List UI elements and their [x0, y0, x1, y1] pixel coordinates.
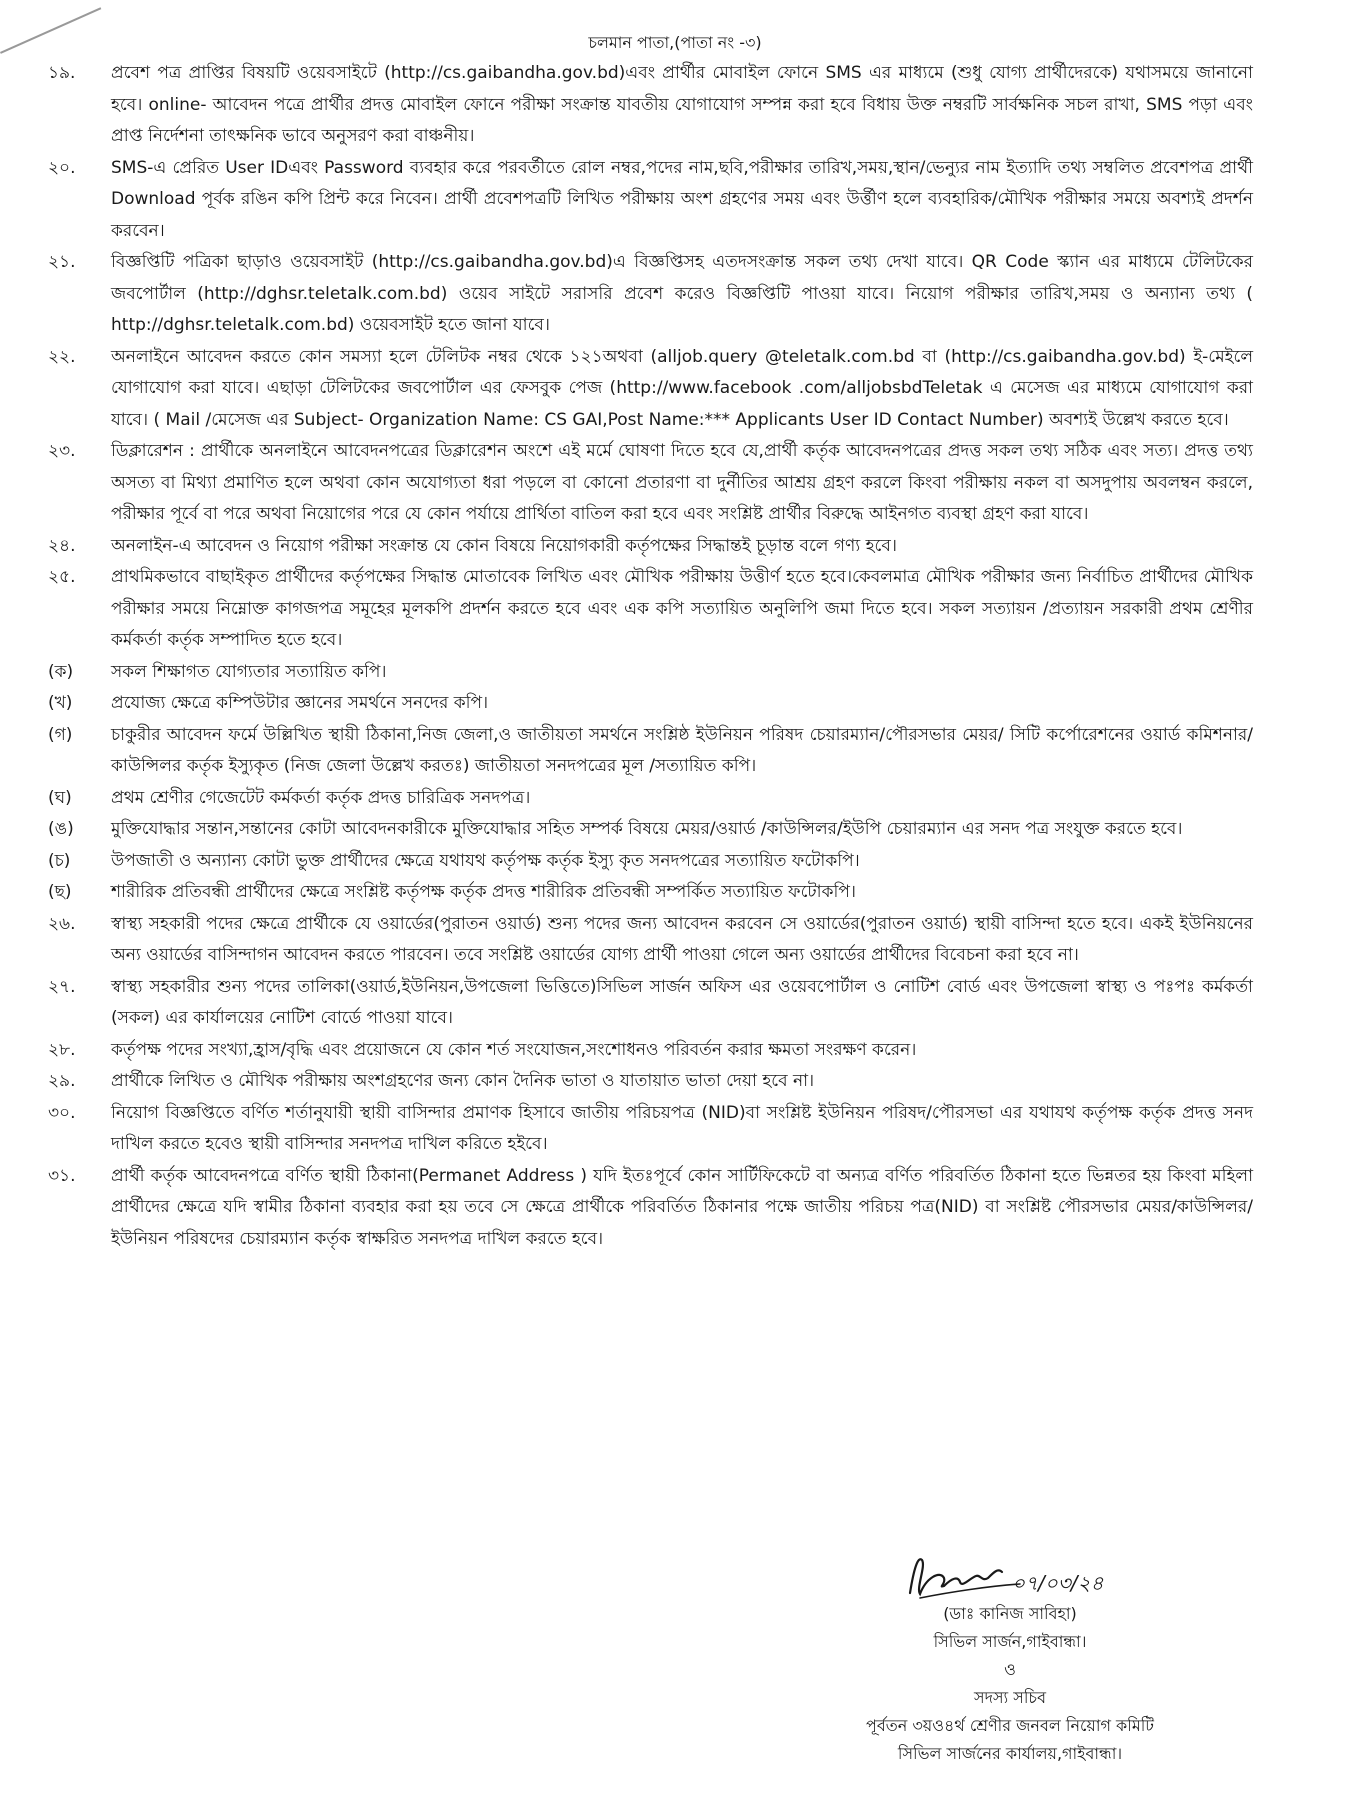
notice-item-21: [48, 247, 1253, 342]
signatory-role: সদস্য সচিব: [974, 1688, 1046, 1707]
notice-subitem-kha: [48, 688, 1253, 720]
item-text: প্রার্থী কর্তৃক আবেদনপত্রে বর্ণিত স্থায়ী ঠিকানা(Permanet Address ) যদি ইতঃপূর্বে কোন সার্টিফিকেটে বা অন্যত্র বর্ণিত পরিবর্তিত ঠিকানা হতে ভিন্নতর হয় কিংবা মহিলা প্রার্থীদের ক্ষেত্রে যদি স্বামীর ঠিকানা ব্যবহার করা হয় তবে সে ক্ষেত্রে প্রার্থীকে পরিবর্তিত ঠিকানার পক্ষে জাতীয় পরিচয় পত্র(NID) বা সংশ্লিষ্ট পৌরসভার মেয়র/কাউন্সিলর/ইউনিয়ন পরিষদের চেয়ারম্যান কর্তৃক স্বাক্ষরিত সনদপত্র দাখিল করতে হবে।: [111, 1165, 1253, 1249]
item-text: প্রথম শ্রেণীর গেজেটেট কর্মকর্তা কর্তৃক প্রদত্ত চারিত্রিক সনদপত্র।: [111, 787, 531, 808]
notice-item-27: [48, 972, 1253, 1035]
notice-item-28: [48, 1035, 1253, 1067]
item-number: (গ): [48, 724, 73, 745]
item-number: (ছ): [48, 882, 72, 902]
notice-item-31: [48, 1161, 1253, 1256]
item-text: প্রার্থীকে লিখিত ও মৌখিক পরীক্ষায় অংশগ্রহণের জন্য কোন দৈনিক ভাতা ও যাতায়াত ভাতা দেয়া হবে না।: [111, 1071, 815, 1091]
item-text: মুক্তিযোদ্ধার সন্তান,সন্তানের কোটা আবেদনকারীকে মুক্তিযোদ্ধার সহিত সম্পর্ক বিষয়ে মেয়র/ওয়ার্ড /কাউন্সিলর/ইউপি চেয়ারম্যান এর সনদ পত্র সংযুক্ত করতে হবে।: [111, 819, 1183, 839]
notice-subitem-gha: [48, 783, 1253, 815]
notice-item-26: [48, 909, 1253, 972]
committee-name: পূর্বতন ৩য়ও৪র্থ শ্রেণীর জনবল নিয়োগ কমিটি: [865, 1716, 1155, 1735]
signature-date: ০৭/০৩/২৪: [1012, 1571, 1104, 1595]
item-text: অনলাইন-এ আবেদন ও নিয়োগ পরীক্ষা সংক্রান্ত যে কোন বিষয়ে নিয়োগকারী কর্তৃপক্ষের সিদ্ধান্তই চূড়ান্ত বলে গণ্য হবে।: [111, 535, 897, 556]
item-text: SMS-এ প্রেরিত User IDএবং Password ব্যবহার করে পরবর্তীতে রোল নম্বর,পদের নাম,ছবি,পরীক্ষার তারিখ,সময়,স্থান/ভেন্যুর নাম ইত্যাদি তথ্য সম্বলিত প্রবেশপত্র প্রার্থী Download পূর্বক রঙিন কপি প্রিন্ট করে নিবেন। প্রার্থী প্রবেশপত্রটি লিখিত পরীক্ষায় অংশ গ্রহণের সময় এবং উর্ত্তীণ হলে ব্যবহারিক/মৌখিক পরীক্ষার সময়ে অবশ্যই প্রদর্শন করবেন।: [111, 157, 1253, 241]
item-number: ২৯.: [48, 1071, 76, 1091]
item-number: ৩০.: [48, 1102, 76, 1123]
notice-subitem-cha: [48, 846, 1253, 878]
item-text: প্রবেশ পত্র প্রাপ্তির বিষয়টি ওয়েবসাইটে (http://cs.gaibandha.gov.bd)এবং প্রার্থীর মোবাইল ফোনে SMS এর মাধ্যমে (শুধু যোগ্য প্রার্থীদেরকে) যথাসময়ে জানানো হবে। online- আবেদন পত্রে প্রার্থীর প্রদত্ত মোবাইল ফোনে পরীক্ষা সংক্রান্ত যাবতীয় যোগাযোগ সম্পন্ন করা হবে বিধায় উক্ত নম্বরটি সার্বক্ষনিক সচল রাখা, SMS পড়া এবং প্রাপ্ত নির্দেশনা তাৎক্ষনিক ভাবে অনুসরণ করা বাঞ্চনীয়।: [111, 63, 1253, 146]
notice-item-24: [48, 531, 1253, 563]
item-text: সকল শিক্ষাগত যোগ্যতার সত্যায়িত কপি।: [111, 661, 387, 682]
page-header: চলমান পাতা,(পাতা নং -৩): [588, 33, 762, 52]
item-number: (চ): [48, 850, 71, 871]
notice-item-30: [48, 1098, 1253, 1161]
signatory-name: (ডাঃ কানিজ সাবিহা): [943, 1604, 1077, 1623]
signatory-conjunction: ও: [1004, 1660, 1016, 1679]
item-text: শারীরিক প্রতিবন্ধী প্রার্থীদের ক্ষেত্রে সংশ্লিষ্ট কর্তৃপক্ষ কর্তৃক প্রদত্ত শারীরিক প্রতিবন্ধী সম্পর্কিত সত্যায়িত ফটোকপি।: [111, 882, 856, 902]
notice-items: [48, 58, 1253, 1255]
item-number: ২৬.: [48, 913, 76, 934]
notice-item-23: [48, 436, 1253, 531]
item-number: ২৭.: [48, 976, 76, 997]
item-number: ৩১.: [48, 1165, 76, 1186]
item-text: প্রযোজ্য ক্ষেত্রে কম্পিউটার জ্ঞানের সমর্থনে সনদের কপি।: [111, 693, 489, 713]
signatory-designation: সিভিল সার্জন,গাইবান্ধা।: [933, 1632, 1087, 1651]
item-number: ২০.: [48, 157, 76, 178]
item-text: কর্তৃপক্ষ পদের সংখ্যা,হ্রাস/বৃদ্ধি এবং প্রয়োজনে যে কোন শর্ত সংযোজন,সংশোধনও পরিবর্তন করার ক্ষমতা সংরক্ষণ করেন।: [111, 1039, 917, 1060]
item-text: স্বাস্থ্য সহকারী পদের ক্ষেত্রে প্রার্থীকে যে ওয়ার্ডের(পুরাতন ওয়ার্ড) শুন্য পদের জন্য আবেদন করবেন সে ওয়ার্ডের(পুরাতন ওয়ার্ড) স্থায়ী বাসিন্দা হতে হবে। একই ইউনিয়নের অন্য ওয়ার্ডের বাসিন্দাগন আবেদন করতে পারবেন। তবে সংশ্লিষ্ট ওয়ার্ডের যোগ্য প্রার্থী পাওয়া গেলে অন্য ওয়ার্ডের প্রার্থীদের বিবেচনা করা হবে না।: [111, 913, 1253, 965]
item-text: অনলাইনে আবেদন করতে কোন সমস্যা হলে টেলিটক নম্বর থেকে ১২১অথবা (alljob.query @teletalk.com.bd বা (http://cs.gaibandha.gov.bd) ই-মেইলে যোগাযোগ করা যাবে। এছাড়া টেলিটকের জবপোর্টাল এর ফেসবুক পেজ (http://www.facebook .com/alljobsbdTeletak এ মেসেজ এর মাধ্যমে যোগাযোগ করা যাবে। ( Mail /মেসেজ এর Subject- Organization Name: CS GAI,Post Name:*** Applicants User ID Contact Number) অবশ্যই উল্লেখ করতে হবে।: [111, 346, 1253, 430]
item-text: নিয়োগ বিজ্ঞপ্তিতে বর্ণিত শর্তানুযায়ী স্থায়ী বাসিন্দার প্রমাণক হিসাবে জাতীয় পরিচয়পত্র (NID)বা সংশ্লিষ্ট ইউনিয়ন পরিষদ/পৌরসভা এর যথাযথ কর্তৃপক্ষ কর্তৃক প্রদত্ত সনদ দাখিল করতে হবেও স্থায়ী বাসিন্দার সনদপত্র দাখিল করিতে হইবে।: [111, 1102, 1253, 1154]
notice-item-20: [48, 153, 1253, 248]
item-number: (ক): [48, 661, 74, 682]
item-number: ১৯.: [48, 63, 76, 83]
notice-item-29: [48, 1066, 1253, 1098]
notice-item-19: [48, 58, 1253, 153]
item-number: ২৩.: [48, 441, 76, 461]
item-number: ২১.: [48, 252, 76, 272]
item-text: ডিক্লারেশন : প্রার্থীকে অনলাইনে আবেদনপত্রের ডিক্লারেশন অংশে এই মর্মে ঘোষণা দিতে হবে যে,প্রার্থী কর্তৃক আবেদনপত্রের প্রদত্ত সকল তথ্য সঠিক এবং সত্য। প্রদত্ত তথ্য অসত্য বা মিথ্যা প্রমাণিত হলে অথবা কোন অযোগ্যতা ধরা পড়লে বা কোনো প্রতারণা বা দুর্নীতির আশ্রয় গ্রহণ করলে কিংবা পরীক্ষায় নকল বা অসদুপায় অবলম্বন করলে, পরীক্ষার পূর্বে বা পরে অথবা নিয়োগের পরে যে কোন পর্যায়ে প্রার্থিতা বাতিল করা হবে এবং সংশ্লিষ্ট প্রার্থীর বিরুদ্ধে আইনগত ব্যবস্থা গ্রহণ করা যাবে।: [111, 441, 1253, 524]
notice-subitem-chha: [48, 877, 1253, 909]
item-text: বিজ্ঞপ্তিটি পত্রিকা ছাড়াও ওয়েবসাইট (http://cs.gaibandha.gov.bd)এ বিজ্ঞপ্তিসহ এতদসংক্রান্ত সকল তথ্য দেখা যাবে। QR Code স্ক্যান এর মাধ্যমে টেলিটকের জবপোর্টাল (http://dghsr.teletalk.com.bd) ওয়েব সাইটে সরাসরি প্রবেশ করেও বিজ্ঞপ্তিটি পাওয়া যাবে। নিয়োগ পরীক্ষার তারিখ,সময় ও অন্যান্য তথ্য ( http://dghsr.teletalk.com.bd) ওয়েবসাইট হতে জানা যাবে।: [111, 252, 1253, 335]
office-name: সিভিল সার্জনের কার্যালয়,গাইবান্ধা।: [897, 1744, 1123, 1763]
signatory-block: [800, 1530, 1220, 1768]
notice-subitem-uma: [48, 814, 1253, 846]
item-text: প্রাথমিকভাবে বাছাইকৃত প্রার্থীদের কর্তৃপক্ষের সিদ্ধান্ত মোতাবেক লিখিত এবং মৌখিক পরীক্ষায় উত্তীর্ণ হতে হবে।কেবলমাত্র মৌখিক পরীক্ষার জন্য নির্বাচিত প্রার্থীদের মৌখিক পরীক্ষার সময়ে নিম্নোক্ত কাগজপত্র সমূহের মূলকপি প্রদর্শন করতে হবে এবং এক কপি সত্যায়িত অনুলিপি জমা দিতে হবে। সকল সত্যায়ন /প্রত্যায়ন সরকারী প্রথম শ্রেণীর কর্মকর্তা কর্তৃক সম্পাদিত হতে হবে।: [111, 567, 1253, 650]
notice-item-22: [48, 342, 1253, 437]
item-text: স্বাস্থ্য সহকারীর শুন্য পদের তালিকা(ওয়ার্ড,ইউনিয়ন,উপজেলা ভিত্তিতে)সিভিল সার্জন অফিস এর ওয়েবপোর্টাল ও নোটিশ বোর্ড এবং উপজেলা স্বাস্থ্য ও পঃপঃ কর্মকর্তা (সকল) এর কার্যালয়ের নোটিশ বোর্ডে পাওয়া যাবে।: [111, 976, 1253, 1028]
item-number: ২২.: [48, 346, 76, 367]
item-text: উপজাতী ও অন্যান্য কোটা ভুক্ত প্রার্থীদের ক্ষেত্রে যথাযথ কর্তৃপক্ষ কর্তৃক ইস্যু কৃত সনদপত্রের সত্যায়িত ফটোকপি।: [111, 850, 860, 871]
item-number: (ঘ): [48, 787, 72, 808]
item-number: (খ): [48, 693, 73, 713]
item-number: ২৫.: [48, 567, 76, 587]
item-number: ২৪.: [48, 535, 76, 556]
notice-item-25: [48, 562, 1253, 657]
notice-subitem-ga: [48, 720, 1253, 783]
item-number: (ঙ): [48, 819, 74, 839]
item-number: ২৮.: [48, 1039, 76, 1060]
item-text: চাকুরীর আবেদন ফর্মে উল্লিখিত স্থায়ী ঠিকানা,নিজ জেলা,ও জাতীয়তা সমর্থনে সংশ্লিষ্ঠ ইউনিয়ন পরিষদ চেয়ারম্যান/পৌরসভার মেয়র/ সিটি কর্পোরেশনের ওয়ার্ড কমিশনার/কাউন্সিলর কর্তৃক ইস্যুকৃত (নিজ জেলা উল্লেখ করতঃ) জাতীয়তা সনদপত্রের মূল /সত্যায়িত কপি।: [111, 724, 1253, 776]
notice-subitem-ka: [48, 657, 1253, 689]
